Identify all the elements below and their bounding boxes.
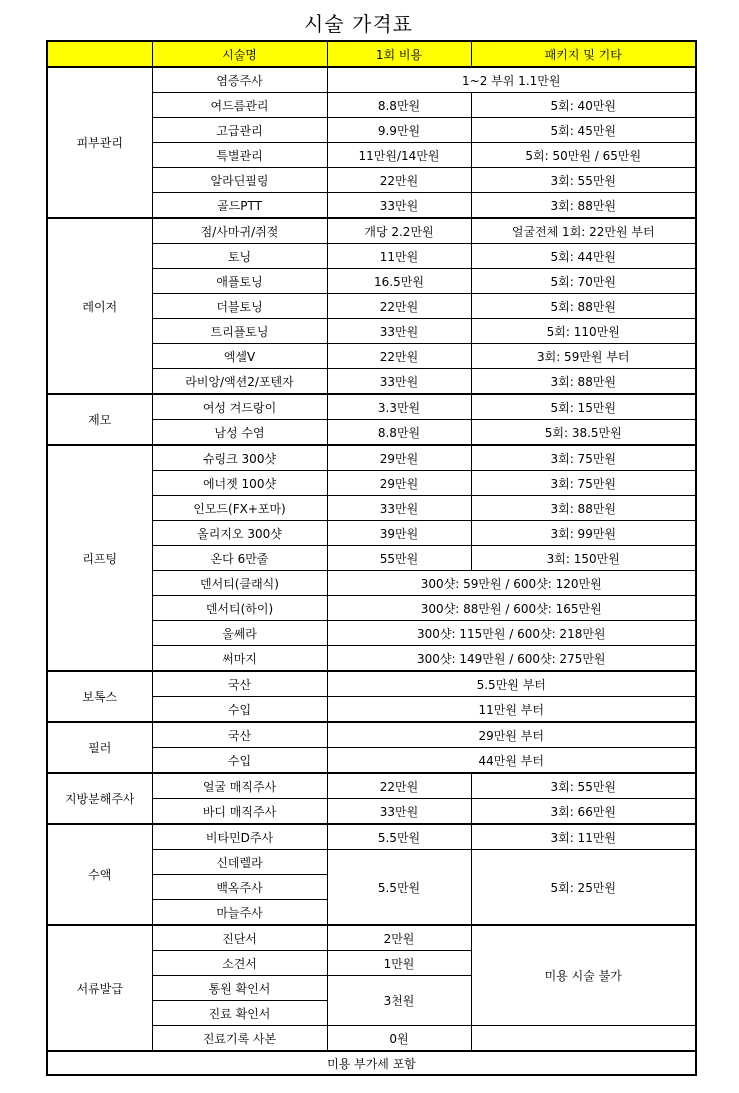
- shared-price: 3천원: [327, 976, 471, 1026]
- header-price: 1회 비용: [327, 41, 471, 67]
- package-price: 5회: 40만원: [471, 93, 696, 118]
- page-title: 시술 가격표: [304, 12, 413, 36]
- single-price: 0원: [327, 1026, 471, 1052]
- category-cell: 피부관리: [47, 67, 152, 218]
- package-price: 3회: 150만원: [471, 546, 696, 571]
- package-price: 5회: 45만원: [471, 118, 696, 143]
- package-price: 5회: 110만원: [471, 319, 696, 344]
- single-price: 22만원: [327, 168, 471, 193]
- treatment-name: 백옥주사: [152, 875, 327, 900]
- package-price: 3회: 55만원: [471, 168, 696, 193]
- treatment-name: 애플토닝: [152, 269, 327, 294]
- treatment-name: 트리플토닝: [152, 319, 327, 344]
- category-cell: 레이저: [47, 218, 152, 394]
- header-row: [47, 41, 696, 67]
- package-price: 3회: 59만원 부터: [471, 344, 696, 369]
- treatment-name: 진단서: [152, 925, 327, 951]
- single-price: 33만원: [327, 193, 471, 219]
- single-price: 3.3만원: [327, 394, 471, 420]
- treatment-name: 고급관리: [152, 118, 327, 143]
- category-cell: 보톡스: [47, 671, 152, 722]
- package-price: 5회: 50만원 / 65만원: [471, 143, 696, 168]
- merged-price: 29만원 부터: [327, 722, 696, 748]
- package-price: 5회: 88만원: [471, 294, 696, 319]
- footer-note: 미용 부가세 포함: [47, 1051, 696, 1075]
- empty-cell: [471, 1026, 696, 1052]
- category-cell: 필러: [47, 722, 152, 773]
- treatment-name: 인모드(FX+포마): [152, 496, 327, 521]
- single-price: 11만원/14만원: [327, 143, 471, 168]
- treatment-name: 여성 겨드랑이: [152, 394, 327, 420]
- single-price: 33만원: [327, 799, 471, 825]
- package-price: 3회: 55만원: [471, 773, 696, 799]
- treatment-name: 국산: [152, 722, 327, 748]
- treatment-name: 라비앙/액션2/포텐자: [152, 369, 327, 395]
- header-name: 시술명: [152, 41, 327, 67]
- footer-row: [47, 1051, 696, 1075]
- treatment-name: 덴서티(클래식): [152, 571, 327, 596]
- treatment-name: 올리지오 300샷: [152, 521, 327, 546]
- header-package: 패키지 및 기타: [471, 41, 696, 67]
- single-price: 8.8만원: [327, 420, 471, 446]
- merged-price: 11만원 부터: [327, 697, 696, 723]
- treatment-name: 점/사마귀/쥐젖: [152, 218, 327, 244]
- docs-note: 미용 시술 불가: [471, 925, 696, 1026]
- treatment-name: 수입: [152, 748, 327, 774]
- single-price: 29만원: [327, 445, 471, 471]
- table-row: [47, 218, 696, 244]
- table-row: [47, 773, 696, 799]
- package-price: 5회: 44만원: [471, 244, 696, 269]
- package-price: 얼굴전체 1회: 22만원 부터: [471, 218, 696, 244]
- package-price: 3회: 88만원: [471, 496, 696, 521]
- table-row: [47, 722, 696, 748]
- table-row: [47, 671, 696, 697]
- single-price: 2만원: [327, 925, 471, 951]
- treatment-name: 덴서티(하이): [152, 596, 327, 621]
- treatment-name: 마늘주사: [152, 900, 327, 926]
- table-row: [47, 445, 696, 471]
- single-price: 29만원: [327, 471, 471, 496]
- treatment-name: 국산: [152, 671, 327, 697]
- table-row: [47, 394, 696, 420]
- single-price: 33만원: [327, 369, 471, 395]
- treatment-name: 통원 확인서: [152, 976, 327, 1001]
- merged-price: 44만원 부터: [327, 748, 696, 774]
- treatment-name: 골드PTT: [152, 193, 327, 219]
- single-price: 22만원: [327, 294, 471, 319]
- merged-price: 300샷: 115만원 / 600샷: 218만원: [327, 621, 696, 646]
- merged-price: 300샷: 88만원 / 600샷: 165만원: [327, 596, 696, 621]
- treatment-name: 알라딘필링: [152, 168, 327, 193]
- treatment-name: 소견서: [152, 951, 327, 976]
- treatment-name: 에너젯 100샷: [152, 471, 327, 496]
- price-table: [46, 40, 697, 1076]
- single-price: 22만원: [327, 344, 471, 369]
- treatment-name: 엑셀V: [152, 344, 327, 369]
- treatment-name: 토닝: [152, 244, 327, 269]
- treatment-name: 바디 매직주사: [152, 799, 327, 825]
- category-cell: 제모: [47, 394, 152, 445]
- treatment-name: 얼굴 매직주사: [152, 773, 327, 799]
- table-row: [47, 67, 696, 93]
- table-row: [47, 824, 696, 850]
- single-price: 16.5만원: [327, 269, 471, 294]
- package-price: 5회: 38.5만원: [471, 420, 696, 446]
- package-price: 3회: 88만원: [471, 193, 696, 219]
- treatment-name: 특별관리: [152, 143, 327, 168]
- single-price: 8.8만원: [327, 93, 471, 118]
- treatment-name: 더블토닝: [152, 294, 327, 319]
- treatment-name: 남성 수염: [152, 420, 327, 446]
- treatment-name: 슈링크 300샷: [152, 445, 327, 471]
- single-price: 33만원: [327, 496, 471, 521]
- package-price: 3회: 88만원: [471, 369, 696, 395]
- package-price: 5회: 70만원: [471, 269, 696, 294]
- package-price: 3회: 66만원: [471, 799, 696, 825]
- category-cell: 지방분해주사: [47, 773, 152, 824]
- table-row: [47, 925, 696, 951]
- treatment-name: 진료 확인서: [152, 1001, 327, 1026]
- treatment-name: 신데렐라: [152, 850, 327, 875]
- treatment-name: 온다 6만줄: [152, 546, 327, 571]
- header-category: [47, 41, 152, 67]
- treatment-name: 진료기록 사본: [152, 1026, 327, 1052]
- treatment-name: 수입: [152, 697, 327, 723]
- single-price: 9.9만원: [327, 118, 471, 143]
- single-price: 55만원: [327, 546, 471, 571]
- treatment-name: 울쎄라: [152, 621, 327, 646]
- treatment-name: 여드름관리: [152, 93, 327, 118]
- merged-price: 300샷: 149만원 / 600샷: 275만원: [327, 646, 696, 672]
- single-price: 1만원: [327, 951, 471, 976]
- package-price: 3회: 11만원: [471, 824, 696, 850]
- merged-price: 1~2 부위 1.1만원: [327, 67, 696, 93]
- single-price: 5.5만원: [327, 824, 471, 850]
- shared-price: 5.5만원: [327, 850, 471, 926]
- single-price: 33만원: [327, 319, 471, 344]
- single-price: 22만원: [327, 773, 471, 799]
- category-cell: 수액: [47, 824, 152, 925]
- single-price: 39만원: [327, 521, 471, 546]
- treatment-name: 써마지: [152, 646, 327, 672]
- package-price: 3회: 75만원: [471, 471, 696, 496]
- package-price: 3회: 75만원: [471, 445, 696, 471]
- treatment-name: 염증주사: [152, 67, 327, 93]
- merged-price: 5.5만원 부터: [327, 671, 696, 697]
- merged-price: 300샷: 59만원 / 600샷: 120만원: [327, 571, 696, 596]
- shared-package: 5회: 25만원: [471, 850, 696, 926]
- single-price: 개당 2.2만원: [327, 218, 471, 244]
- package-price: 3회: 99만원: [471, 521, 696, 546]
- package-price: 5회: 15만원: [471, 394, 696, 420]
- treatment-name: 비타민D주사: [152, 824, 327, 850]
- single-price: 11만원: [327, 244, 471, 269]
- category-cell: 리프팅: [47, 445, 152, 671]
- category-cell: 서류발급: [47, 925, 152, 1051]
